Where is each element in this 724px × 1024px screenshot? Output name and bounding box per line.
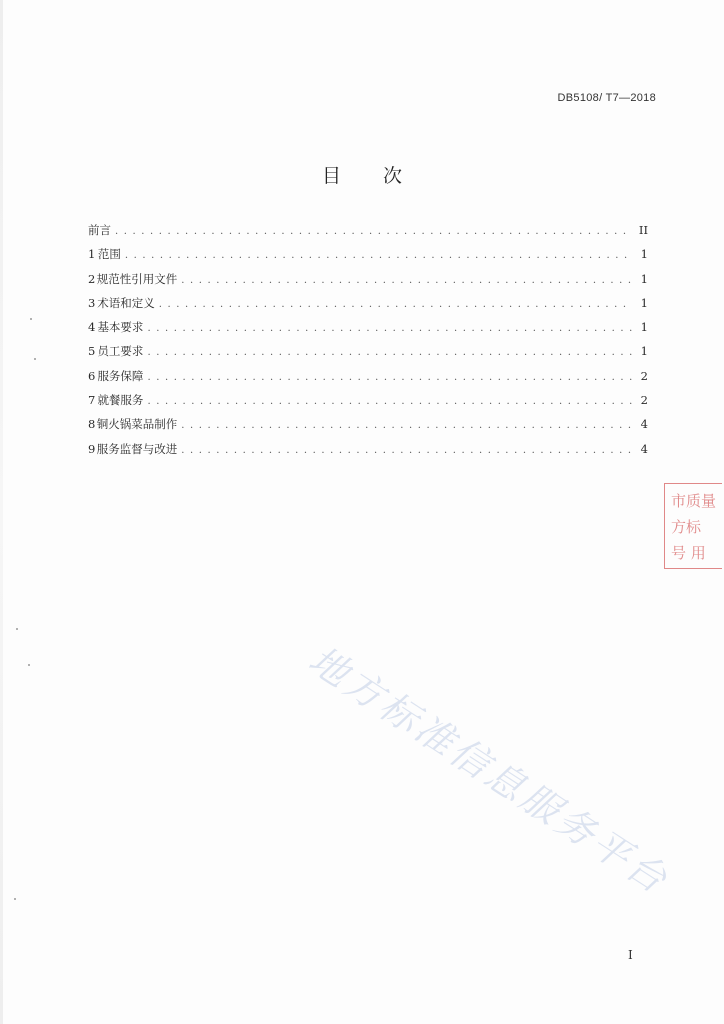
toc-entry-supervision[interactable] [88, 441, 648, 465]
toc-entry-number: 8 [88, 417, 96, 432]
toc-entry-number: 3 [88, 295, 96, 310]
red-seal-stamp [664, 483, 722, 569]
document-code: DB5108/ T7—2018 [557, 92, 656, 104]
toc-entry-label: 员工要求 [97, 344, 144, 359]
scan-edge [0, 0, 3, 1024]
toc-dot-leader [159, 299, 632, 310]
toc-dot-leader [115, 226, 632, 237]
toc-entry-label: 服务保障 [97, 368, 144, 383]
toc-dot-leader [181, 275, 632, 286]
toc-entry-page: 1 [640, 320, 648, 335]
toc-dot-leader [147, 396, 632, 407]
toc-entry-scope[interactable] [88, 246, 648, 270]
toc-title: 目 次 [321, 165, 421, 187]
toc-entry-terms[interactable] [88, 295, 648, 319]
scan-speck [34, 358, 36, 360]
scan-speck [16, 628, 18, 630]
toc-entry-normative-references[interactable] [88, 271, 648, 295]
stamp-line: 方标 [671, 518, 702, 536]
page-number: I [628, 948, 633, 962]
toc-entry-label: 范围 [97, 247, 121, 262]
toc-dot-leader [125, 250, 632, 261]
toc-entry-hotpot-dishes[interactable] [88, 416, 648, 440]
toc-dot-leader [147, 323, 632, 334]
stamp-line: 号 用 [671, 544, 706, 562]
toc-entry-page: 1 [640, 271, 648, 286]
toc-entry-number: 6 [88, 368, 96, 383]
toc-entry-label: 基本要求 [97, 320, 144, 335]
toc-entry-label: 前言 [88, 223, 111, 237]
table-of-contents [88, 222, 648, 465]
toc-entry-label: 就餐服务 [97, 393, 144, 408]
toc-entry-page: 2 [640, 393, 648, 408]
scan-speck [28, 664, 30, 666]
toc-dot-leader [181, 420, 632, 431]
stamp-line: 市质量 [671, 492, 717, 510]
toc-entry-service-support[interactable] [88, 368, 648, 392]
toc-entry-page: 1 [640, 247, 648, 262]
toc-entry-page: 2 [640, 368, 648, 383]
toc-entry-foreword[interactable] [88, 222, 648, 246]
toc-entry-number: 2 [88, 271, 96, 286]
toc-entry-number: 1 [88, 247, 96, 262]
toc-entry-page: 4 [640, 441, 648, 456]
toc-entry-number: 7 [88, 393, 96, 408]
toc-entry-label: 术语和定义 [97, 295, 155, 310]
toc-entry-number: 4 [88, 320, 96, 335]
toc-entry-label: 铜火锅菜品制作 [96, 417, 178, 432]
toc-entry-staff-requirements[interactable] [88, 343, 648, 367]
scan-speck [30, 318, 32, 320]
toc-dot-leader [147, 372, 632, 383]
toc-entry-page: 1 [640, 295, 648, 310]
toc-entry-page: 1 [640, 344, 648, 359]
toc-entry-basic-requirements[interactable] [88, 319, 648, 343]
toc-entry-page: 4 [640, 417, 648, 432]
toc-entry-number: 9 [88, 441, 96, 456]
toc-entry-label: 规范性引用文件 [96, 271, 178, 286]
toc-entry-label: 服务监督与改进 [96, 441, 178, 456]
toc-entry-dining-service[interactable] [88, 392, 648, 416]
scan-speck [14, 898, 16, 900]
toc-dot-leader [181, 445, 632, 456]
watermark: 地方标准信息服务平台 [301, 637, 678, 904]
toc-entry-page: II [638, 223, 648, 237]
toc-dot-leader [147, 347, 632, 358]
toc-entry-number: 5 [88, 344, 96, 359]
